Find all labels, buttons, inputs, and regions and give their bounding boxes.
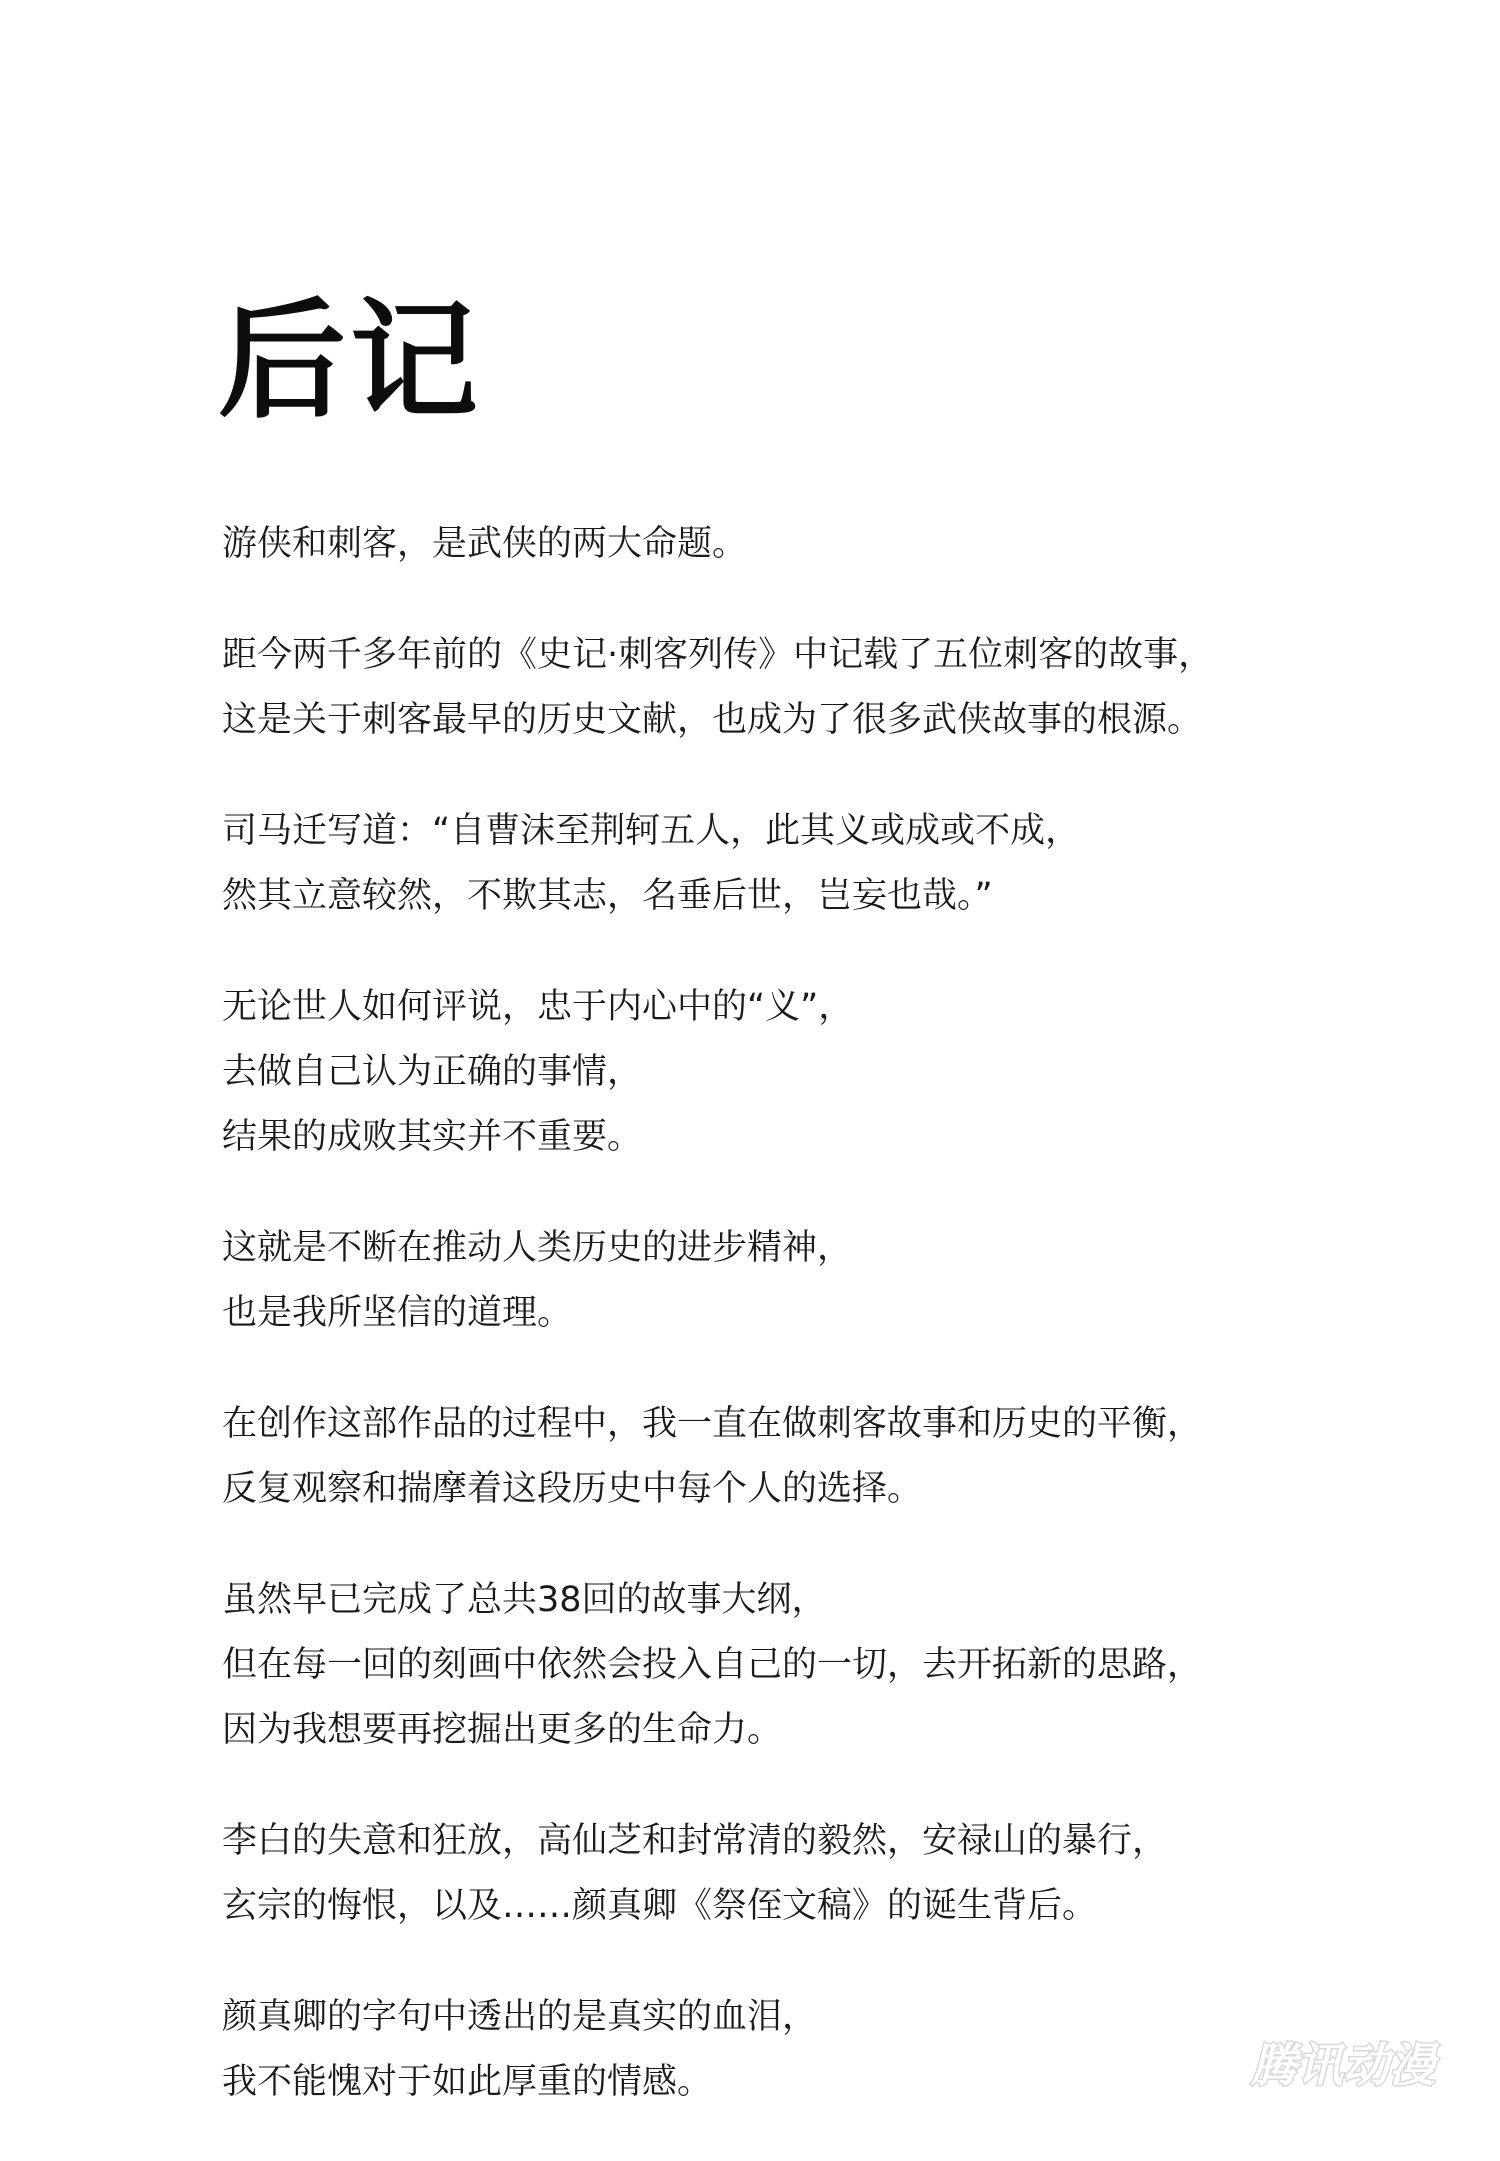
paragraph-2 — [222, 623, 1372, 753]
text-line: 虽然早已完成了总共38回的故事大纲， — [222, 1580, 827, 1620]
text-line: 结果的成败其实并不重要。 — [222, 1117, 643, 1157]
paragraph-5 — [222, 1216, 1372, 1346]
text-line: 这是关于刺客最早的历史文献，也成为了很多武侠故事的根源。 — [222, 700, 1203, 740]
paragraph-4 — [222, 975, 1372, 1170]
text-line: 然其立意较然，不欺其志，名垂后世，岂妄也哉。” — [222, 876, 993, 916]
afterword-body — [222, 512, 1372, 2161]
paragraph-6 — [222, 1392, 1372, 1522]
text-line: 去做自己认为正确的事情， — [222, 1052, 643, 1092]
text-line: 无论世人如何评说，忠于内心中的“义”， — [222, 987, 854, 1027]
text-line: 反复观察和揣摩着这段历史中每个人的选择。 — [222, 1469, 923, 1509]
text-line: 在创作这部作品的过程中，我一直在做刺客故事和历史的平衡， — [222, 1404, 1203, 1444]
paragraph-9 — [222, 1985, 1372, 2115]
text-line: 游侠和刺客，是武侠的两大命题。 — [222, 524, 748, 564]
text-line: 也是我所坚信的道理。 — [222, 1293, 573, 1333]
text-line: 因为我想要再挖掘出更多的生命力。 — [222, 1710, 783, 1750]
paragraph-3 — [222, 799, 1372, 929]
paragraph-7 — [222, 1568, 1372, 1763]
page-title: 后记 — [218, 287, 483, 436]
text-line: 这就是不断在推动人类历史的进步精神， — [222, 1228, 853, 1268]
text-line: 李白的失意和狂放，高仙芝和封常清的毅然，安禄山的暴行， — [222, 1821, 1168, 1861]
text-line: 距今两千多年前的《史记·刺客列传》中记载了五位刺客的故事， — [222, 635, 1214, 675]
svg-text:腾讯动漫: 腾讯动漫 — [1251, 2038, 1435, 2092]
text-line: 颜真卿的字句中透出的是真实的血泪， — [222, 1997, 818, 2037]
paragraph-1 — [222, 512, 1372, 577]
tencent-comics-watermark-logo — [1228, 2033, 1458, 2095]
text-line: 玄宗的悔恨，以及……颜真卿《祭侄文稿》的诞生背后。 — [222, 1886, 1098, 1926]
text-line: 但在每一回的刻画中依然会投入自己的一切，去开拓新的思路， — [222, 1645, 1203, 1685]
text-line: 司马迁写道：“自曹沫至荆轲五人，此其义或成或不成， — [222, 811, 1081, 851]
text-line: 我不能愧对于如此厚重的情感。 — [222, 2062, 713, 2102]
watermark-logo-icon — [1228, 2033, 1458, 2095]
paragraph-8 — [222, 1809, 1372, 1939]
